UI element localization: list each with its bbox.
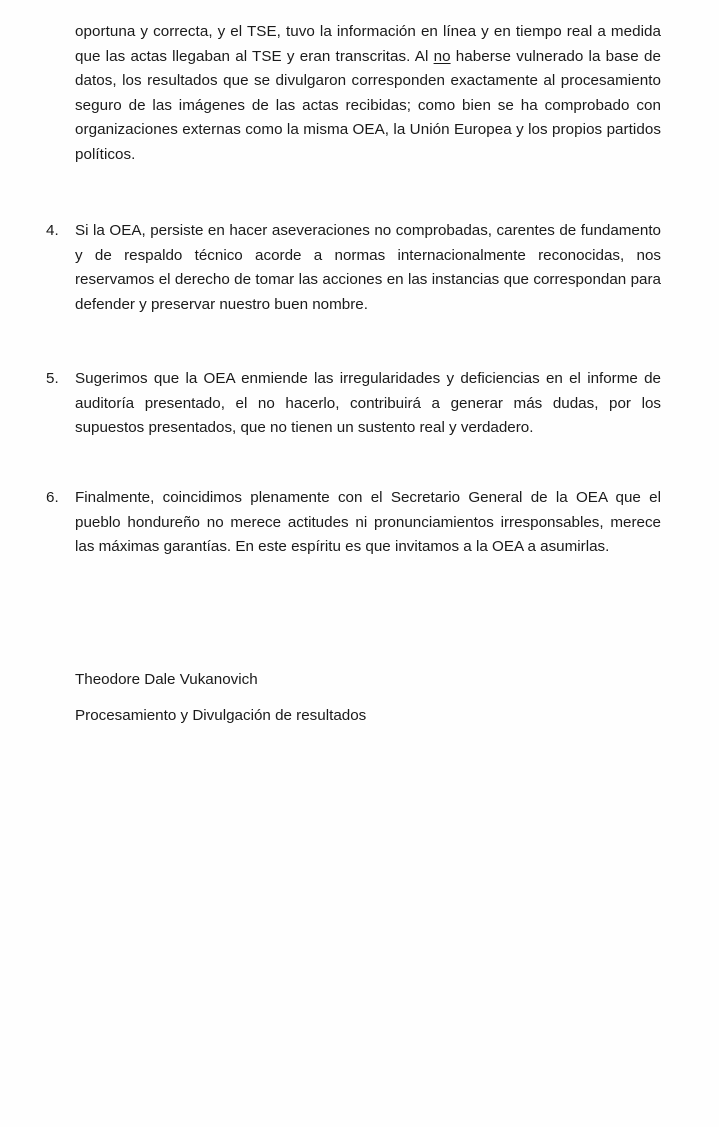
intro-text-end: haberse vulnerado la base de datos, los resultados que se divulgaron corresponden exactamente al procesamiento seguro de las imágenes de las actas recibidas; como bien se ha comprobado con organizaciones externas como la misma OEA, la Unión Europea y los propios partidos políticos. xyxy=(75,47,661,163)
signature-name: Theodore Dale Vukanovich xyxy=(75,671,258,688)
intro-paragraph xyxy=(75,20,661,167)
signature-role: Procesamiento y Divulgación de resultados xyxy=(75,707,367,724)
list-item-text: Finalmente, coincidimos plenamente con el Secretario General de la OEA que el pueblo hondureño no merece actitudes ni pronunciamientos irresponsables, merece las máximas garantías. En este espíritu es que invitamos a la OEA a asumirlas. xyxy=(75,489,661,555)
list-number: 6. xyxy=(46,489,59,506)
list-number: 4. xyxy=(46,222,59,239)
list-item-text: Si la OEA, persiste en hacer aseveraciones no comprobadas, carentes de fundamento y de respaldo técnico acorde a normas internacionalmente reconocidas, nos reservamos el derecho de tomar las acciones en las instancias que correspondan para defender y preservar nuestro buen nombre. xyxy=(75,222,661,313)
intro-underlined-word: no xyxy=(433,47,451,65)
list-item-text: Sugerimos que la OEA enmiende las irregularidades y deficiencias en el informe de auditoría presentado, el no hacerlo, contribuirá a generar más dudas, por los supuestos presentados, que no tienen un sustento real y verdadero. xyxy=(75,370,661,436)
intro-text-start: oportuna y correcta, y el TSE, tuvo la información en línea y en tiempo real a medida que las actas llegaban al TSE y eran transcritas. Al xyxy=(75,23,661,65)
list-number: 5. xyxy=(46,370,59,387)
